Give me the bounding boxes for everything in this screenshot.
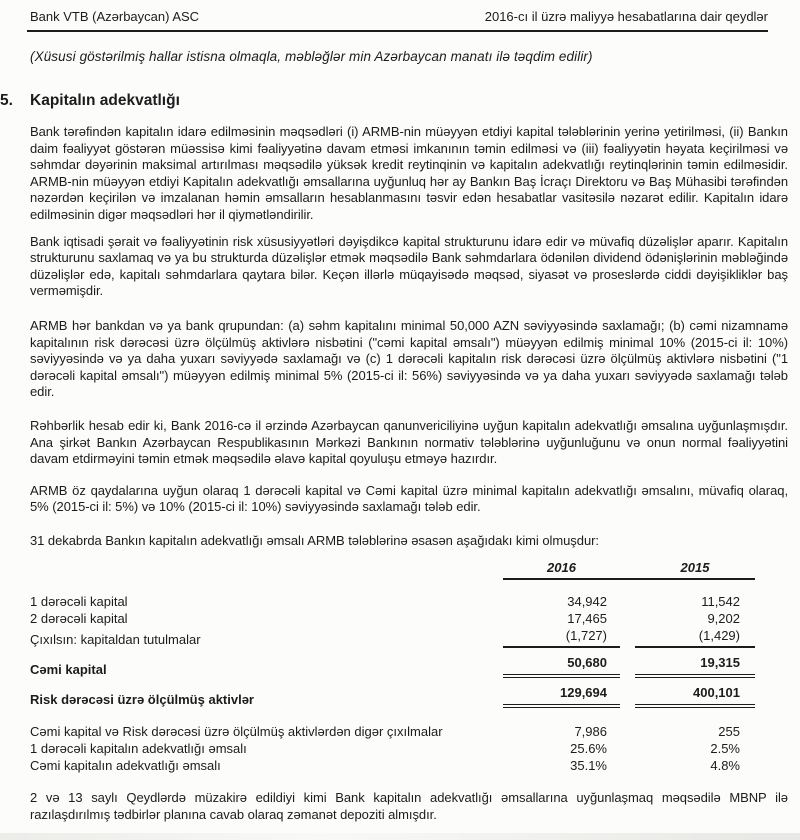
row-value-2015: 255 — [718, 724, 740, 740]
row-label: 1 dərəcəli kapital — [30, 594, 128, 610]
row-value-2016: 34,942 — [567, 594, 607, 610]
paragraph-minimum-ratios: ARMB öz qaydalarına uyğun olaraq 1 dərəcəli kapital və Cəmi kapital üzrə minimal kapitalın adekvatlığı əmsalını, müvafiq olaraq, 5% (2015-ci il: 5%) və 10% (2015-ci il: 10%) səviyyəsində saxlamağı tələb edir. — [30, 482, 788, 515]
row-value-2015: 11,542 — [701, 594, 740, 610]
row-value-2015: 2.5% — [710, 741, 740, 757]
row-value-2015: 9,202 — [707, 611, 740, 627]
row-label: Cəmi kapital və Risk dərəcəsi üzrə ölçülmüş aktivlərdən digər çıxılmalar — [30, 724, 443, 740]
section-title: Kapitalın adekvatlığı — [30, 92, 180, 109]
row-label: 1 dərəcəli kapitalın adekvatlığı əmsalı — [30, 741, 247, 757]
document-header — [27, 9, 768, 32]
capital-adequacy-table — [30, 555, 755, 774]
row-label: Çıxılsın: kapitaldan tutulmalar — [30, 632, 201, 648]
row-value-2016: 17,465 — [567, 611, 607, 627]
row-value-2016: 35.1% — [570, 758, 607, 774]
scan-artifact — [0, 833, 800, 840]
row-label: Cəmi kapitalın adekvatlığı əmsalı — [30, 758, 221, 774]
table-row-risk-weighted-assets — [30, 678, 755, 708]
row-value-2015: 400,101 — [635, 678, 755, 708]
row-value-2015: (1,429) — [635, 627, 755, 648]
row-value-2016: (1,727) — [503, 627, 620, 648]
row-value-2016: 50,680 — [503, 648, 620, 678]
row-label: 2 dərəcəli kapital — [30, 611, 128, 627]
row-label: Risk dərəcəsi üzrə ölçülmüş aktivlər — [30, 692, 254, 708]
paragraph-management-opinion: Rəhbərlik hesab edir ki, Bank 2016-cə il ərzində Azərbaycan qanunvericiliyinə uyğun kapitalın adekvatlığı əmsalına uyğunlaşmışdır. Ana şirkət Bankın Azərbaycan Respublikasının Mərkəzi Bankının normativ tələblərinə uyğunluğunu və onun normal fəaliyyətini davam etdirməyini təmin etmək məqsədilə əlavə kapital qoyuluşu etməyə hazırdır. — [30, 417, 788, 467]
table-row-other-deductions — [30, 723, 755, 740]
header-report-title: 2016-cı il üzrə maliyyə hesabatlarına dair qeydlər — [484, 9, 768, 24]
row-value-2016: 7,986 — [574, 724, 607, 740]
presentation-note: (Xüsusi göstərilmiş hallar istisna olmaqla, məbləğlər min Azərbaycan manatı ilə təqdim edilir) — [30, 49, 593, 64]
paragraph-armb-requirements: ARMB hər bankdan və ya bank qrupundan: (a) səhm kapitalını minimal 50,000 AZN səviyyəsində saxlamağı; (b) cəmi nizamnamə kapitalının risk dərəcəsi üzrə ölçülmüş aktivlərə nisbətini ("cəmi kapital əmsalı") müəyyən edilmiş minimal 10% (2015-ci il: 10%) səviyyəsində və ya daha yuxarı səviyyədə saxlamağı və (c) 1 dərəcəli kapitalın risk dərəcəsi üzrə ölçülmüş aktivlərə nisbətini ("1 dərəcəli kapital əmsalı") müəyyən edilmiş minimal 5% (2015-ci il: 56%) səviyyəsində və ya daha yuxarı səviyyədə saxlamağı tələb edir. — [30, 317, 788, 400]
table-row — [30, 593, 755, 610]
row-label: Cəmi kapital — [30, 662, 107, 678]
row-value-2015: 19,315 — [635, 648, 755, 678]
paragraph-capital-objectives: Bank tərəfindən kapitalın idarə edilməsinin məqsədləri (i) ARMB-nin müəyyən etdiyi kapital tələblərinin yerinə yetirilməsi, (ii) Bankın daim fəaliyyət göstərən müəssisə kimi fəaliyyətinə davam etməsi imkanının təmin edilməsi və (iii) fəaliyyətin həyata keçirilməsi və səhmdar dəyərinin maksimal artırılması məqsədilə yüksək kredit reytinqinin və kapitalın adekvatlığı reytinqlərinin təmin edilməsidir. ARMB-nin müəyyən etdiyi Kapitalın adekvatlığı əmsallarına uyğunluq hər ay Bankın Baş İcraçı Direktoru və Baş Mühasibi tərəfindən nəzərdən keçirilən və imzalanan həmin əmsalların hesablanmasını təsvir edən hesabatlar vasitəsilə nəzarət edilir. Kapitalın idarə edilməsinin digər məqsədləri hər il qiymətləndirilir. — [30, 124, 788, 222]
paragraph-capital-structure: Bank iqtisadi şərait və fəaliyyətinin risk xüsusiyyətləri dəyişdikcə kapital strukturunu idarə edir və müvafiq düzəlişlər aparır. Kapitalın strukturunu saxlamaq və ya bu strukturda düzəlişlər etmək məqsədilə Bank səhmdarlara ödənilən dividend ödənişlərinin məbləğində düzəlişlər edə, kapitalı səhmdarlara qaytara bilər. Keçən illərlə müqayisədə məqsəd, siyasət və proseslərdə ciddi dəyişikliklər baş verməmişdir. — [30, 233, 788, 299]
table-year-columns — [503, 555, 755, 580]
column-header-2016: 2016 — [547, 560, 576, 576]
table-row-total-capital — [30, 648, 755, 678]
table-row-tier1-ratio — [30, 740, 755, 757]
table-row — [30, 610, 755, 627]
header-bank-name: Bank VTB (Azərbaycan) ASC — [30, 9, 200, 24]
row-value-2016: 25.6% — [570, 741, 607, 757]
table-header-row — [30, 555, 755, 580]
section-heading — [0, 92, 788, 110]
paragraph-guarantee-deposit: 2 və 13 saylı Qeydlərdə müzakirə edildiyi kimi Bank kapitalın adekvatlığı əmsallarına uyğunlaşmaq məqsədilə MBNP ilə razılaşdırılmış tədbirlər planına cavab olaraq zəmanət depoziti almışdır. — [30, 790, 788, 823]
table-intro-line: 31 dekabrda Bankın kapitalın adekvatlığı əmsalı ARMB tələblərinə əsasən aşağıdakı kimi olmuşdur: — [30, 532, 599, 548]
column-header-2015: 2015 — [680, 560, 710, 576]
table-row-deductions — [30, 627, 755, 648]
row-value-2016: 129,694 — [503, 678, 620, 708]
row-value-2015: 4.8% — [710, 758, 740, 774]
section-number: 5. — [0, 92, 13, 109]
table-row-total-ratio — [30, 757, 755, 774]
